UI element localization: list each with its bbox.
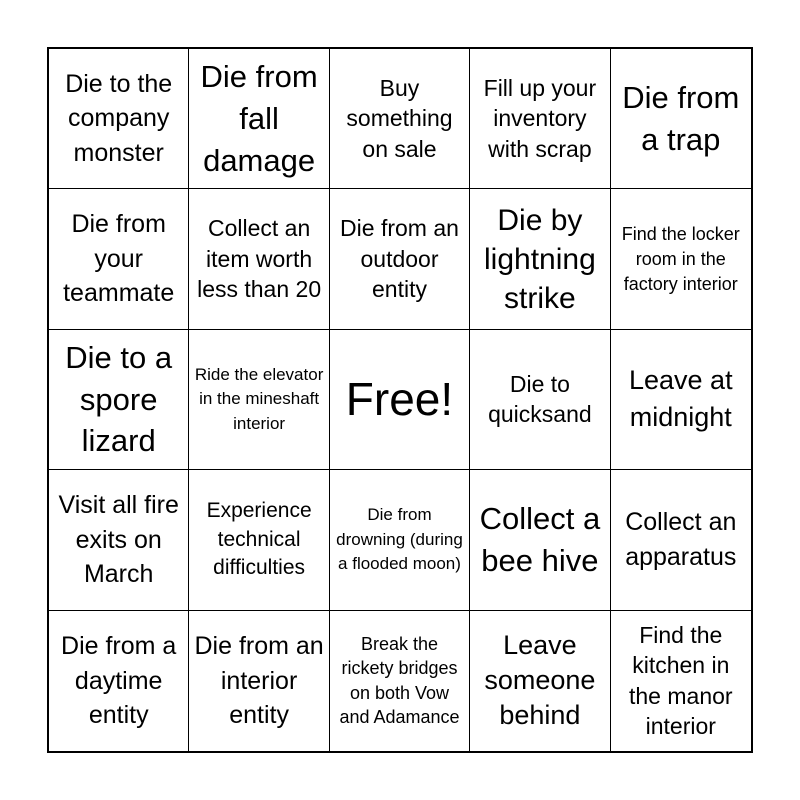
free-space-label: Free!	[345, 373, 454, 426]
bingo-cell[interactable]	[470, 49, 610, 189]
cell-label: Leave at midnight	[628, 365, 733, 433]
cell-label: Die from a trap	[622, 79, 740, 157]
cell-label: Die to the company monster	[65, 69, 173, 167]
free-space[interactable]	[330, 330, 470, 470]
cell-label: Die from an interior entity	[194, 632, 324, 730]
bingo-cell[interactable]	[330, 470, 470, 610]
bingo-cell[interactable]	[189, 611, 329, 751]
cell-label: Die by lightning strike	[484, 203, 596, 315]
bingo-cell[interactable]	[189, 189, 329, 329]
cell-label: Leave someone behind	[484, 630, 596, 731]
cell-label: Die from a daytime entity	[61, 632, 177, 730]
cell-label: Die to a spore lizard	[65, 339, 173, 459]
cell-label: Die from fall damage	[200, 58, 318, 178]
bingo-cell[interactable]	[611, 189, 751, 329]
bingo-cell[interactable]	[470, 189, 610, 329]
cell-label: Experience technical difficulties	[206, 499, 312, 580]
cell-label: Break the rickety bridges on both Vow and Adamance	[339, 634, 460, 728]
bingo-cell[interactable]	[189, 49, 329, 189]
cell-label: Find the kitchen in the manor interior	[629, 621, 733, 740]
cell-label: Fill up your inventory with scrap	[483, 74, 597, 162]
cell-label: Find the locker room in the factory interior	[621, 223, 740, 294]
cell-label: Die to quicksand	[488, 370, 592, 428]
cell-label: Die from drowning (during a flooded moon)	[336, 504, 463, 574]
cell-label: Collect an apparatus	[625, 508, 737, 571]
bingo-cell[interactable]	[49, 611, 189, 751]
cell-label: Die from an outdoor entity	[340, 215, 459, 303]
bingo-cell[interactable]	[189, 470, 329, 610]
cell-label: Die from your teammate	[63, 210, 175, 308]
bingo-board	[47, 47, 753, 753]
bingo-cell[interactable]	[330, 189, 470, 329]
bingo-cell[interactable]	[330, 611, 470, 751]
bingo-cell[interactable]	[470, 330, 610, 470]
cell-label: Ride the elevator in the mineshaft interior	[194, 364, 324, 433]
cell-label: Buy something on sale	[346, 74, 453, 162]
bingo-cell[interactable]	[611, 611, 751, 751]
bingo-cell[interactable]	[611, 49, 751, 189]
bingo-cell[interactable]	[611, 470, 751, 610]
bingo-cell[interactable]	[470, 611, 610, 751]
bingo-cell[interactable]	[49, 330, 189, 470]
bingo-cell[interactable]	[49, 470, 189, 610]
bingo-cell[interactable]	[49, 49, 189, 189]
bingo-cell[interactable]	[189, 330, 329, 470]
bingo-cell[interactable]	[49, 189, 189, 329]
bingo-cell[interactable]	[330, 49, 470, 189]
cell-label: Collect a bee hive	[479, 501, 601, 578]
bingo-cell[interactable]	[611, 330, 751, 470]
cell-label: Visit all fire exits on March	[58, 491, 179, 589]
bingo-cell[interactable]	[470, 470, 610, 610]
cell-label: Collect an item worth less than 20	[197, 215, 322, 303]
